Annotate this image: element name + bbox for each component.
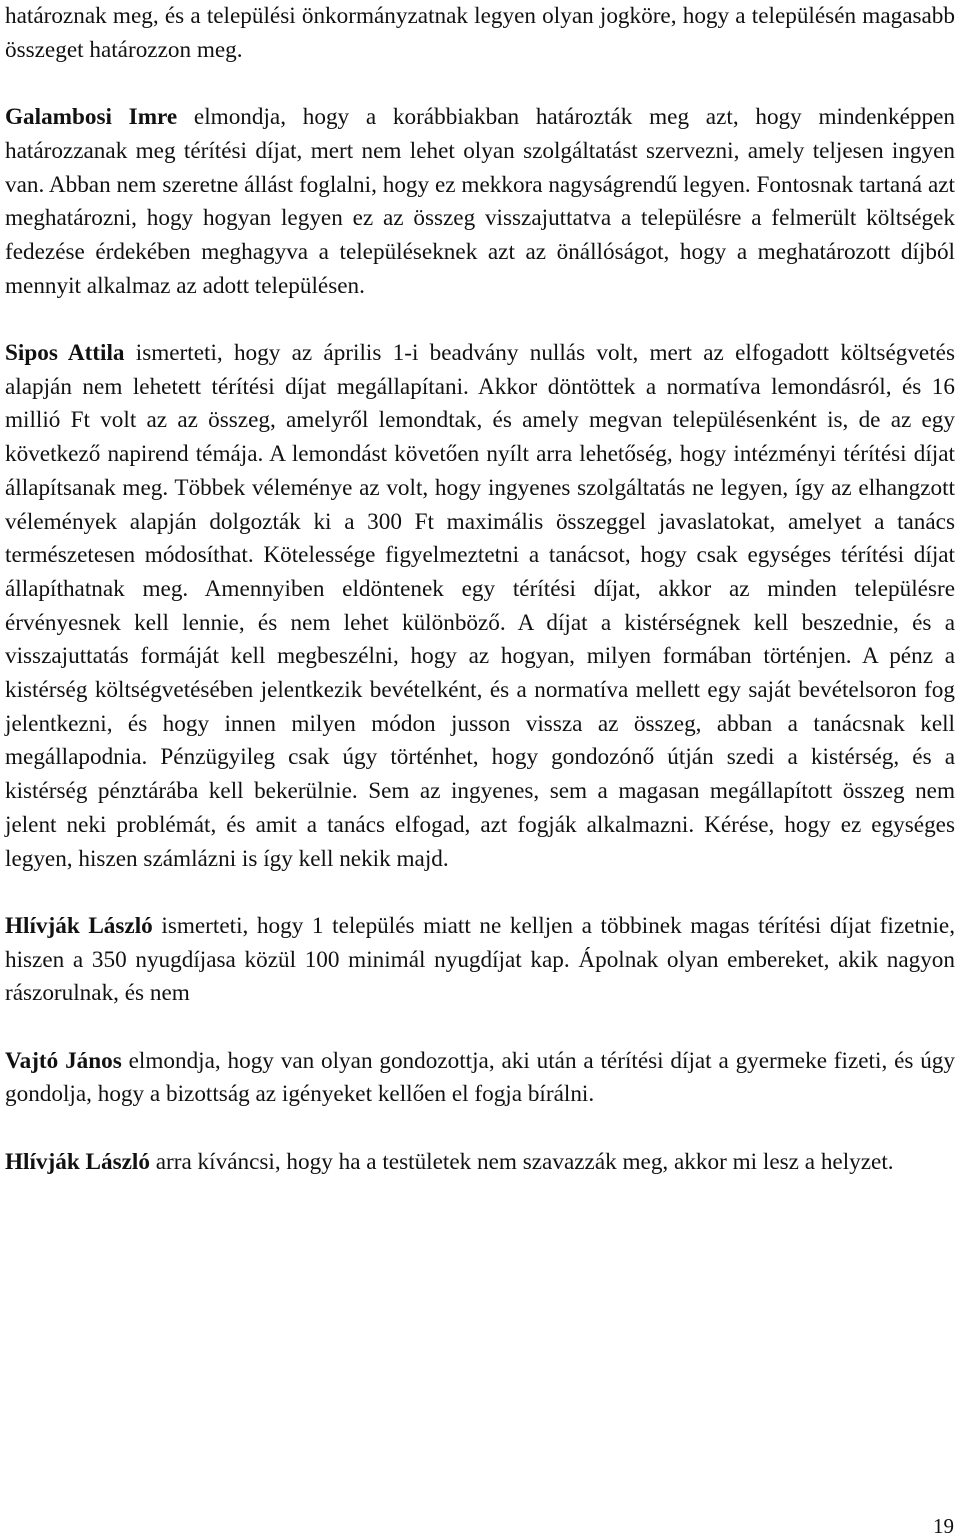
paragraph-hlivjak-laszlo-1 [5, 910, 955, 1011]
paragraph-text: ismerteti, hogy 1 település miatt ne kelljen a többinek magas térítési díjat fizetnie, hiszen a 350 nyugdíjasa közül 100 minimál nyugdíjat kap. Ápolnak olyan embereket, akik nagyon rászorulnak, és nem [5, 912, 956, 1007]
paragraph-continuation [5, 0, 955, 67]
paragraph-text: elmondja, hogy a korábbiakban határozták meg azt, hogy mindenképpen határozzanak meg térítési díjat, mert nem lehet olyan szolgáltatást szervezni, amely teljesen ingyen van. Abban nem szeretne állást foglalni, hogy ez mekkora nagyságrendű legyen. Fontosnak tartaná azt meghatározni, hogy hogyan legyen ez az összeg visszajuttatva a településre a felmerült költségek fedezése érdekében meghagyva a településeknek azt az önállóságot, hogy a meghatározott díjból mennyit alkalmaz az adott településen. [5, 104, 955, 299]
paragraph-sipos-attila [5, 337, 955, 876]
speaker-name: Galambosi Imre [5, 104, 178, 131]
paragraph-galambosi-imre [5, 101, 955, 303]
speaker-name: Vajtó János [5, 1047, 122, 1074]
speaker-name: Hlívják László [5, 1148, 150, 1175]
paragraph-text: ismerteti, hogy az április 1-i beadvány nullás volt, mert az elfogadott költségvetés alapján nem lehetett térítési díjat megállapítani. Akkor döntöttek a normatíva lemondásról, és 16 millió Ft volt az az összeg, amelyről lemondtak, és amely megvan településenként is, de az egy következő napirend témája. A lemondást követően nyílt arra lehetőség, hogy intézményi térítési díjat állapítsanak meg. Többek véleménye az volt, hogy ingyenes szolgáltatás ne legyen, így az elhangzott vélemények alapján dolgozták ki a 300 Ft maximális összeggel javaslatokat, amelyet a tanács természetesen módosíthat. Kötelessége figyelmeztetni a tanácsot, hogy csak egységes térítési díjat állapíthatnak meg. Amennyiben eldöntenek egy térítési díjat, akkor az minden településre érvényesnek kell lennie, és nem lehet különböző. A díjat a kistérségnek kell beszednie, és a visszajuttatás formáját kell megbeszélni, hogy az hogyan, milyen formában történjen. A pénz a kistérség költségvetésében jelentkezik bevételként, és a normatíva mellett egy saját bevételsoron fog jelentkezni, és hogy innen milyen módon jusson vissza az összeg, abban a tanácsnak kell megállapodnia. Pénzügyileg csak úgy történhet, hogy gondozónő útján szedi a kistérség, és a kistérség pénztárába kell bekerülnie. Sem az ingyenes, sem a magasan megállapított összeg nem jelent neki problémát, és amit a tanács elfogad, azt fogják alkalmazni. Kérése, hogy ez egységes legyen, hiszen számlázni is így kell nekik majd. [5, 340, 955, 872]
speaker-name: Sipos Attila [5, 340, 125, 366]
paragraph-text: arra kíváncsi, hogy ha a testületek nem szavazzák meg, akkor mi lesz a helyzet. [149, 1148, 894, 1175]
paragraph-vajto-janos [5, 1045, 955, 1112]
speaker-name: Hlívják László [5, 912, 153, 939]
paragraph-hlivjak-laszlo-2 [5, 1146, 955, 1180]
page-number: 19 [933, 1514, 954, 1538]
paragraph-text: határoznak meg, és a települési önkormányzatnak legyen olyan jogköre, hogy a településén magasabb összeget határozzon meg. [5, 3, 955, 63]
document-page [5, 0, 955, 1180]
paragraph-text: elmondja, hogy van olyan gondozottja, aki után a térítési díjat a gyermeke fizeti, és úgy gondolja, hogy a bizottság az igényeket kellően el fogja bírálni. [5, 1047, 955, 1108]
